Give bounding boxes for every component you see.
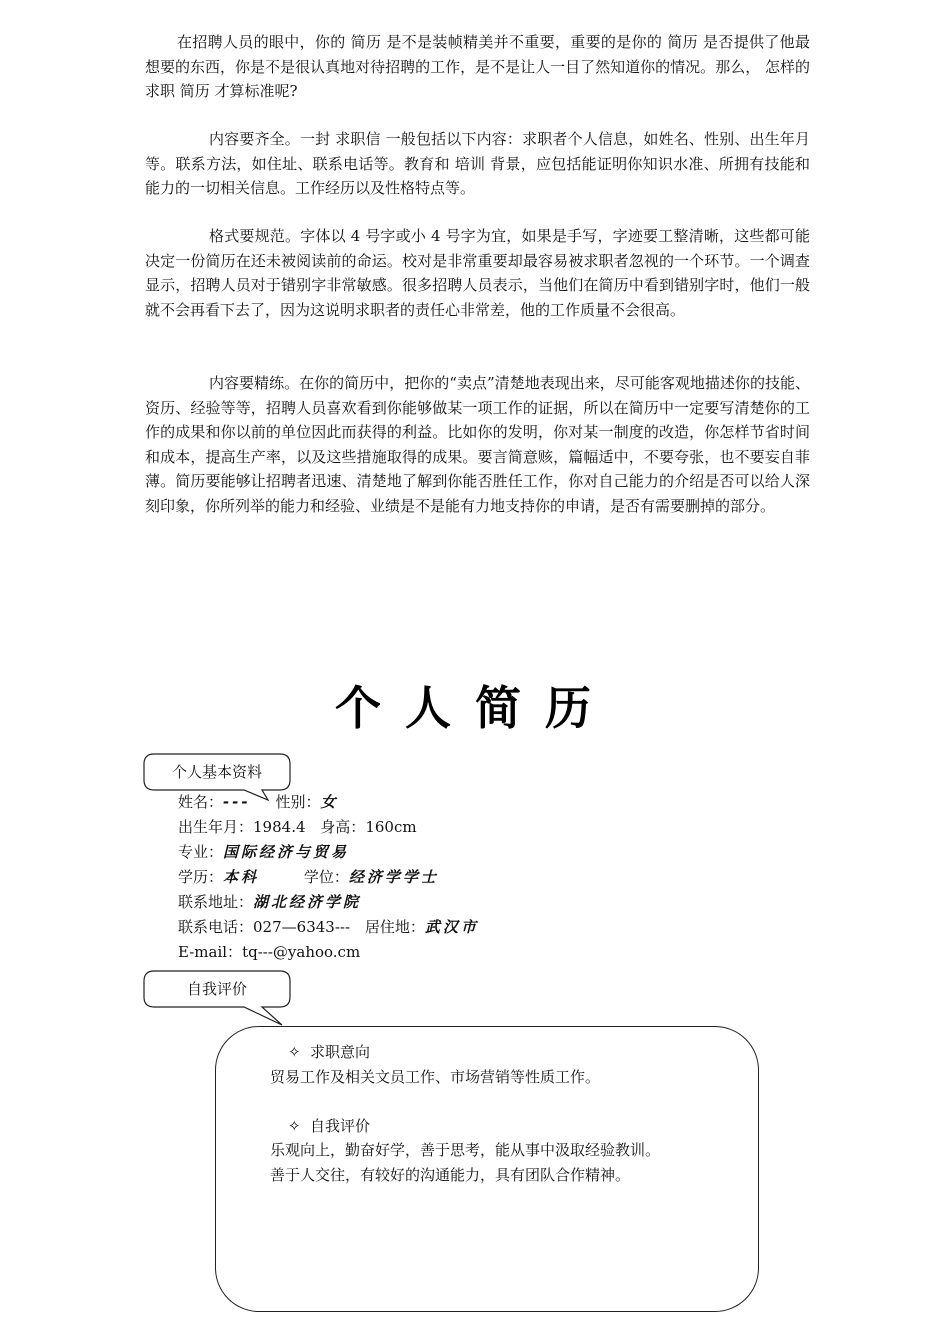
evaluation-content: [270, 1040, 740, 1187]
intro-paragraph-3: 格式要规范。字体以 4 号字或小 4 号字为宜，如果是手写，字迹要工整清晰，这些都可能决定一份简历在还未被阅读前的命运。校对是非常重要却最容易被求职者忽视的一个环节。一个调查显示，招聘人员对于错别字非常敏感。很多招聘人员表示，当他们在简历中看到错别字时，他们一般就不会再看下去了，因为这说明求职者的责任心非常差，他的工作质量不会很高。: [145, 227, 810, 319]
self-eval-line-2: 善于人交往，有较好的沟通能力，具有团队合作精神。: [270, 1165, 631, 1184]
intro-paragraph-1: 在招聘人员的眼中，你的 简历 是不是装帧精美并不重要，重要的是你的 简历 是否提供了他最想要的东西，你是不是很认真地对待招聘的工作，是不是让人一目了然知道你的情况。那么， 怎样的求职 简历 才算标准呢?: [145, 33, 810, 100]
name-gender-row: [178, 790, 479, 815]
sparkle-icon: ✧: [288, 1116, 301, 1135]
self-eval-callout-label: 自我评价: [186, 980, 247, 998]
education-label: 学历：: [178, 868, 224, 886]
height-label: 身高：: [320, 818, 366, 836]
email-label: E-mail：: [178, 943, 243, 961]
address-row: [178, 890, 479, 915]
objective-heading-row: [270, 1040, 740, 1065]
birth-label: 出生年月：: [178, 818, 254, 836]
birth-height-row: [178, 815, 479, 840]
address-label: 联系地址：: [178, 893, 254, 911]
email-row: [178, 940, 479, 965]
residence-value: 武汉市: [424, 918, 479, 936]
birth-value: 1984.4: [253, 818, 306, 836]
intro-paragraph-4: 内容要精练。在你的简历中，把你的“卖点”清楚地表现出来，尽可能客观地描述你的技能、资历、经验等等，招聘人员喜欢看到你能够做某一项工作的证据，所以在简历中一定要写清楚你的工作的成果和你以前的单位因此而获得的利益。比如你的发明，你对某一制度的改造，你怎样节省时间和成本，提高生产率，以及这些措施取得的成果。要言简意赅，篇幅适中，不要夸张，也不要妄自菲薄。简历要能够让招聘者迅速、清楚地了解到你能否胜任工作，你对自己能力的介绍是否可以给人深刻印象，你所列举的能力和经验、业绩是不是能有力地支持你的申请，是否有需要删掉的部分。: [145, 374, 810, 515]
gender-label: 性别：: [275, 793, 321, 811]
phone-value: 027—6343---: [253, 918, 351, 936]
phone-label: 联系电话：: [178, 918, 254, 936]
degree-value: 经济学学士: [348, 868, 439, 886]
self-eval-line-1: 乐观向上，勤奋好学，善于思考，能从事中汲取经验教训。: [270, 1141, 661, 1159]
objective-text: 贸易工作及相关文员工作、市场营销等性质工作。: [270, 1067, 601, 1086]
sparkle-icon: ✧: [288, 1043, 301, 1061]
major-value: 国际经济与贸易: [223, 843, 350, 861]
self-eval-heading-row: [270, 1114, 740, 1139]
self-eval-heading: 自我评价: [310, 1116, 371, 1135]
basic-info-section: [178, 790, 479, 965]
education-value: 本科: [223, 868, 260, 886]
basic-info-callout-label: 个人基本资料: [171, 763, 262, 781]
phone-residence-row: [178, 915, 479, 940]
major-row: [178, 840, 479, 865]
address-value: 湖北经济学院: [253, 893, 362, 911]
degree-label: 学位：: [303, 868, 349, 886]
objective-heading: 求职意向: [310, 1043, 371, 1061]
name-value: ---: [223, 793, 251, 811]
self-eval-callout: [144, 971, 290, 1025]
email-value[interactable]: tq---@yahoo.cm: [242, 943, 361, 961]
intro-paragraph-2: 内容要齐全。一封 求职信 一般包括以下内容：求职者个人信息，如姓名、性别、出生年月等。联系方法，如住址、联系电话等。教育和 培训 背景，应包括能证明你知识水准、所拥有技能和能力的一切相关信息。工作经历以及性格特点等。: [145, 130, 810, 197]
name-label: 姓名：: [178, 793, 224, 811]
gender-value: 女: [320, 793, 339, 811]
height-value: 160cm: [365, 818, 417, 836]
residence-label: 居住地：: [364, 918, 425, 936]
major-label: 专业：: [178, 843, 224, 861]
resume-title: 个人简历: [335, 681, 615, 735]
education-row: [178, 865, 479, 890]
